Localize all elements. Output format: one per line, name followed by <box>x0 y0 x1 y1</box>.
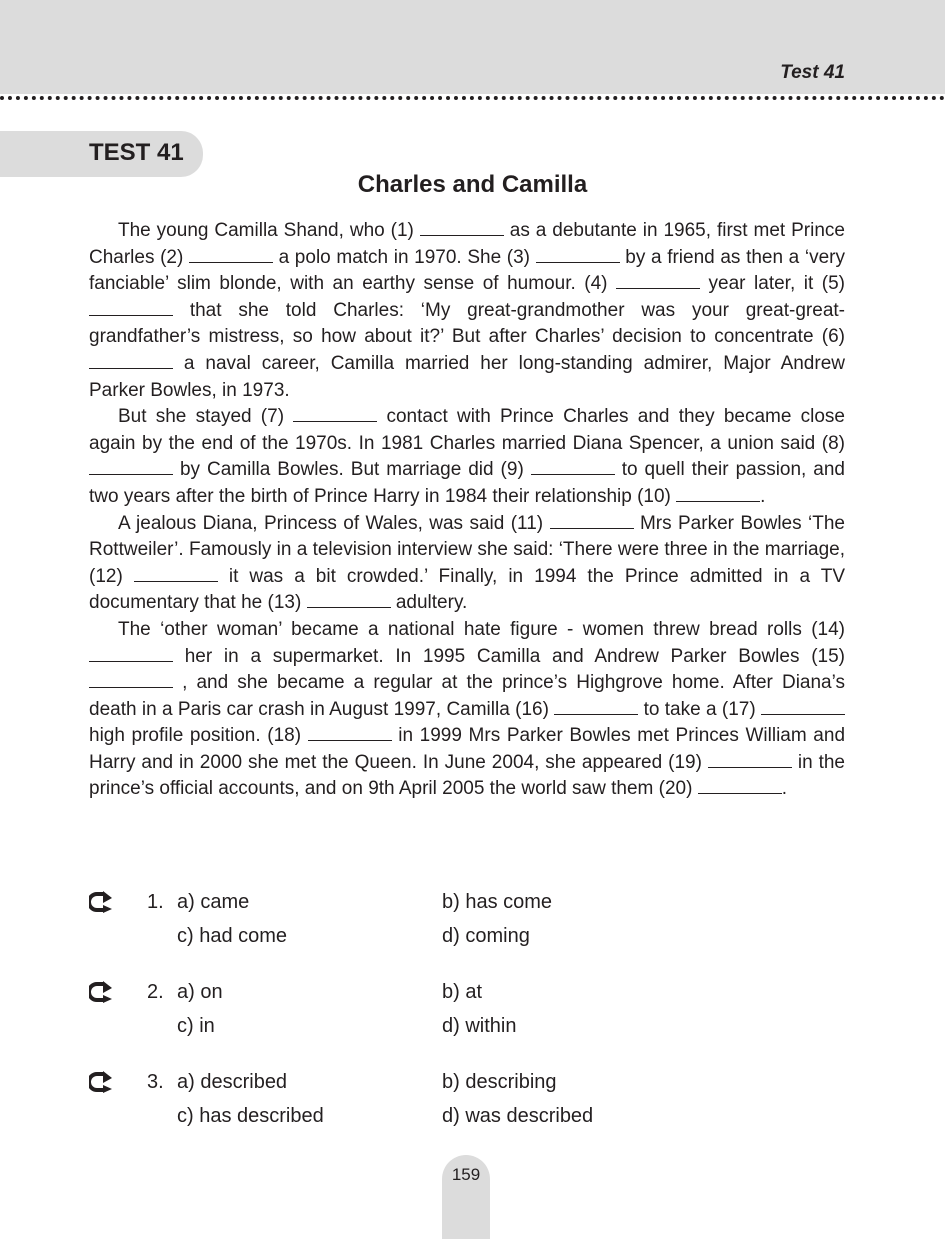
text-segment: in the prince’s official accounts, and on 9th April 2005 the world saw them (20) <box>89 751 845 800</box>
text-segment: a naval career, Camilla married her long-standing admirer, Major Andrew Parker Bowles, in 1973. <box>89 352 845 401</box>
text-segment: adultery. <box>390 592 468 614</box>
question-2 <box>89 975 849 1065</box>
gap-blank <box>676 500 760 502</box>
passage-title: Charles and Camilla <box>357 171 588 198</box>
gap-blank <box>708 766 792 768</box>
curved-arrow-icon <box>89 981 113 1003</box>
option-c[interactable]: c) has described <box>177 1105 324 1127</box>
option-a[interactable]: a) described <box>177 1071 288 1093</box>
question-number: 1. <box>147 891 164 913</box>
option-a[interactable]: a) came <box>177 891 250 913</box>
gap-blank <box>89 367 173 369</box>
option-b[interactable]: b) at <box>442 981 483 1003</box>
text-segment: it was a bit crowded.’ Finally, in 1994 the Prince admitted in a TV documentary that he (13) <box>89 565 845 614</box>
option-d[interactable]: d) was described <box>442 1105 594 1127</box>
text-segment: high profile position. (18) <box>89 725 308 747</box>
paragraph-1 <box>89 218 845 404</box>
text-segment: a polo match in 1970. She (3) <box>272 246 536 268</box>
option-a[interactable]: a) on <box>177 981 223 1003</box>
gap-blank <box>536 261 620 263</box>
text-segment: by a friend as then a ‘very fanciable’ slim blonde, with an earthy sense of humour. (4) <box>89 246 846 295</box>
gap-blank <box>89 686 173 688</box>
text-segment: The ‘other woman’ became a national hate figure - women threw bread rolls (14) <box>118 618 845 640</box>
text-segment: , and she became a regular at the prince’s Highgrove home. After Diana’s death in a Paris car crash in August 1997, Camilla (16) <box>89 672 845 720</box>
gap-blank <box>134 580 218 582</box>
curved-arrow-icon <box>89 891 113 913</box>
gap-blank <box>554 713 638 715</box>
text-segment: The young Camilla Shand, who (1) <box>118 220 420 241</box>
gap-blank <box>698 792 782 794</box>
text-segment: to quell their passion, and two years after the birth of Prince Harry in 1984 their relationship (10) <box>89 459 845 507</box>
paragraph-2 <box>89 404 845 510</box>
gap-blank <box>761 713 845 715</box>
gap-blank <box>189 261 273 263</box>
text-segment: to take a (17) <box>638 698 761 720</box>
paragraph-4 <box>89 617 845 803</box>
text-segment: A jealous Diana, Princess of Wales, was said (11) <box>118 512 550 534</box>
text-segment: year later, it (5) <box>700 273 845 295</box>
question-list <box>89 885 849 1155</box>
curved-arrow-icon <box>89 1071 113 1093</box>
gap-blank <box>89 473 173 475</box>
text-segment: . <box>781 778 787 800</box>
gap-blank <box>293 420 377 422</box>
question-number: 2. <box>147 981 164 1003</box>
gap-blank <box>550 527 634 529</box>
dotted-divider <box>0 96 945 100</box>
question-number: 3. <box>147 1071 164 1093</box>
paragraph-3 <box>89 511 845 617</box>
option-d[interactable]: d) within <box>442 1015 517 1037</box>
text-segment: Mrs Parker Bowles ‘The Rottweiler’. Famously in a television interview she said: ‘There were three in the marriage, (12) <box>89 512 845 587</box>
option-b[interactable]: b) has come <box>442 891 553 913</box>
text-segment: that she told Charles: ‘My great-grandmother was your great-great-grandfather’s mistress, so how about it?’ But after Charles’ decision to concentrate (6) <box>89 299 845 348</box>
text-segment: her in a supermarket. In 1995 Camilla and Andrew Parker Bowles (15) <box>173 645 845 667</box>
text-segment: But she stayed (7) <box>118 406 294 428</box>
option-d[interactable]: d) coming <box>442 925 530 947</box>
option-b[interactable]: b) describing <box>442 1071 557 1093</box>
test-label: TEST 41 <box>89 139 184 166</box>
page-number: 159 <box>451 1165 481 1184</box>
gap-blank <box>307 606 391 608</box>
gap-blank <box>89 660 173 662</box>
gap-blank <box>89 314 173 316</box>
passage <box>89 218 845 803</box>
text-segment: contact with Prince Charles and they became close again by the end of the 1970s. In 1981 Charles married Diana Spencer, a union said (8) <box>89 406 846 454</box>
gap-blank <box>531 473 615 475</box>
question-3 <box>89 1065 849 1155</box>
gap-blank <box>420 234 504 236</box>
text-segment: . <box>760 485 766 507</box>
text-segment: as a debutante in 1965, first met Prince Charles (2) <box>89 220 845 268</box>
gap-blank <box>616 287 700 289</box>
text-segment: by Camilla Bowles. But marriage did (9) <box>173 459 531 481</box>
gap-blank <box>308 739 392 741</box>
question-1 <box>89 885 849 975</box>
option-c[interactable]: c) in <box>177 1015 215 1037</box>
option-c[interactable]: c) had come <box>177 925 288 947</box>
text-segment: in 1999 Mrs Parker Bowles met Princes William and Harry and in 2000 she met the Queen. In June 2004, she appeared (19) <box>89 725 846 773</box>
running-title: Test 41 <box>780 62 845 83</box>
